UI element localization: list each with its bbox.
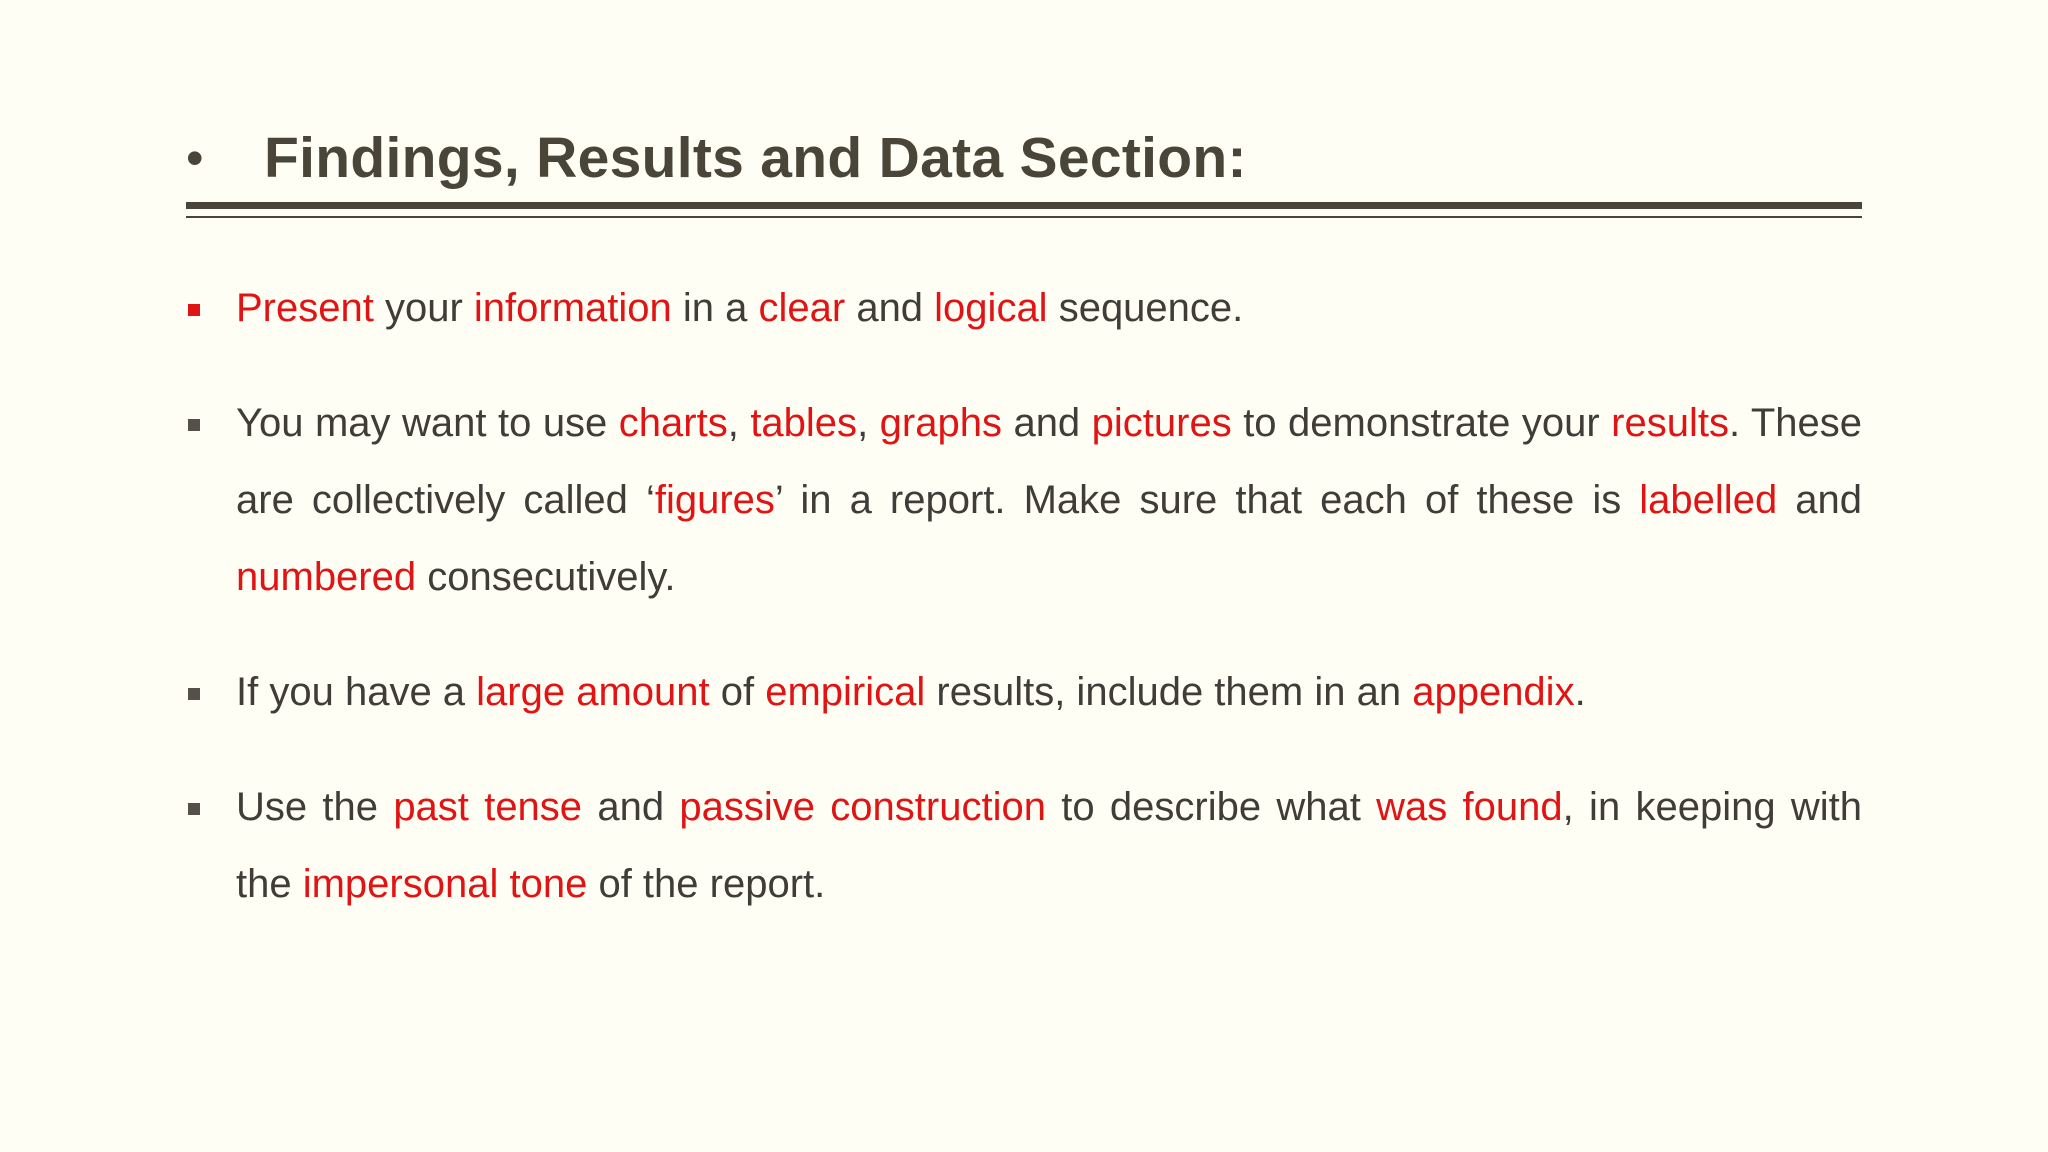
highlighted-term: figures	[654, 478, 775, 522]
text-run: of the report.	[587, 862, 826, 906]
bullet-item-3	[186, 654, 1862, 731]
square-bullet-icon	[188, 419, 200, 431]
text-run: ,	[727, 401, 751, 445]
bullet-text	[236, 769, 1862, 923]
highlighted-term: impersonal tone	[302, 862, 588, 906]
text-run: , in keeping with the	[236, 785, 1863, 906]
bullet-gap	[186, 347, 1862, 385]
text-run: consecutively.	[416, 555, 676, 599]
text-run: .	[1574, 670, 1586, 714]
bullet-text	[236, 654, 1862, 731]
highlighted-term: passive construction	[679, 785, 1046, 829]
text-run: to describe what	[1045, 785, 1377, 829]
text-run: sequence.	[1047, 286, 1244, 330]
highlighted-term: charts	[618, 401, 728, 445]
text-run: and	[845, 286, 935, 330]
text-run: ,	[857, 401, 880, 445]
text-run: and	[1777, 478, 1863, 522]
highlighted-term: numbered	[236, 555, 417, 599]
bullet-gap	[186, 731, 1862, 769]
text-run: ’ in a report. Make sure that each of these is	[774, 478, 1640, 522]
title-bullet: •	[186, 130, 204, 186]
text-run: to demonstrate your	[1231, 401, 1612, 445]
text-run: Use the	[236, 785, 394, 829]
square-bullet-icon	[188, 304, 200, 316]
bullet-item-4	[186, 769, 1862, 923]
highlighted-term: pictures	[1091, 401, 1232, 445]
bullet-gap	[186, 616, 1862, 654]
highlighted-term: appendix	[1412, 670, 1575, 714]
bullet-item-2	[186, 385, 1862, 616]
text-run: and	[582, 785, 680, 829]
text-run: your	[373, 286, 474, 330]
bullet-text	[236, 385, 1862, 616]
highlighted-term: graphs	[879, 401, 1002, 445]
highlighted-term: was found	[1376, 785, 1563, 829]
slide-title-row	[186, 118, 1866, 198]
bullet-text	[236, 270, 1862, 347]
highlighted-term: Present	[236, 286, 374, 330]
highlighted-term: results	[1611, 401, 1729, 445]
highlighted-term: logical	[934, 286, 1048, 330]
text-run: and	[1001, 401, 1092, 445]
highlighted-term: empirical	[765, 670, 926, 714]
highlighted-term: labelled	[1639, 478, 1778, 522]
highlighted-term: large amount	[476, 670, 710, 714]
highlighted-term: clear	[758, 286, 846, 330]
highlighted-term: tables	[750, 401, 858, 445]
highlighted-term: past tense	[393, 785, 583, 829]
square-bullet-icon	[188, 803, 200, 815]
text-run: If you have a	[236, 670, 477, 714]
text-run: in a	[671, 286, 759, 330]
bullet-list	[186, 270, 1862, 923]
text-run: results, include them in an	[925, 670, 1413, 714]
title-underline-thin	[186, 216, 1862, 218]
text-run: . These are collectively called ‘	[236, 401, 1862, 522]
slide-title: Findings, Results and Data Section:	[264, 125, 1247, 190]
square-bullet-icon	[188, 688, 200, 700]
bullet-item-1	[186, 270, 1862, 347]
title-underline-thick	[186, 202, 1862, 209]
text-run: of	[709, 670, 766, 714]
highlighted-term: information	[473, 286, 672, 330]
text-run: You may want to use	[236, 401, 619, 445]
